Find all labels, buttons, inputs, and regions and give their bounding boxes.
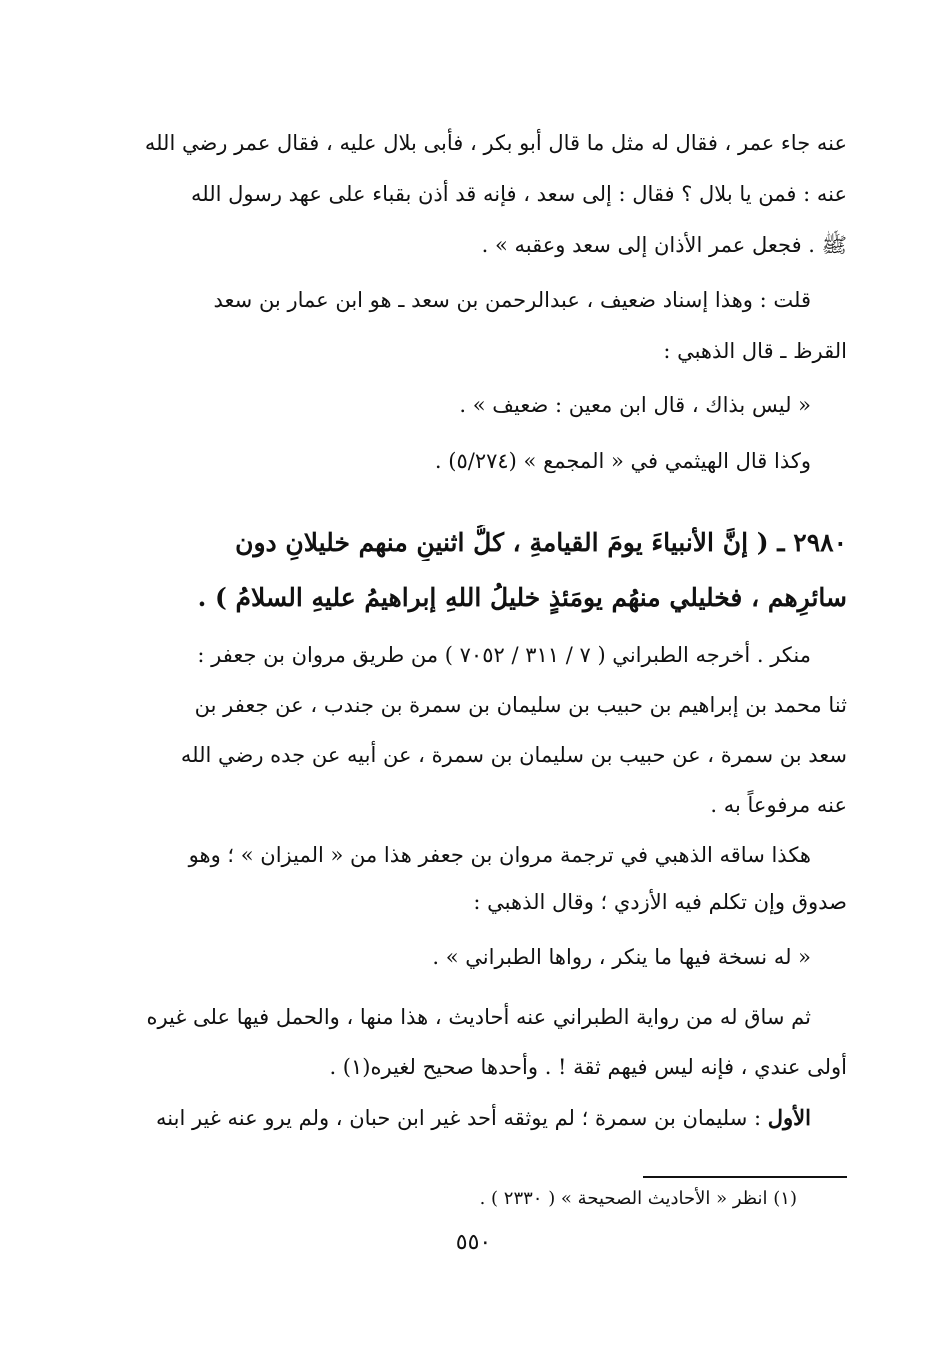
text-line-11: هكذا ساقه الذهبي في ترجمة مروان بن جعفر هذا من « الميزان » ؛ وهو — [188, 843, 811, 867]
quote-line-2: « له نسخة فيها ما ينكر ، رواها الطبراني » . — [432, 945, 811, 969]
page-number: ٥٥٠ — [455, 1230, 492, 1255]
footnote-divider — [643, 1176, 847, 1178]
hadith-heading-line-1: ٢٩٨٠ ـ ( إنَّ الأنبياءَ يومَ القيامةِ ، كلُّ اثنينِ منهم خليلانِ دون — [235, 528, 847, 557]
text-line-1: عنه جاء عمر ، فقال له مثل ما قال أبو بكر ، فأبى بلال عليه ، فقال عمر رضي الله — [144, 131, 847, 155]
text-line-2: عنه : فمن يا بلال ؟ فقال : إلى سعد ، فإنه قد أذن بقباء على عهد رسول الله — [191, 182, 847, 206]
text-line-12: صدوق وإن تكلم فيه الأزدي ؛ وقال الذهبي : — [473, 890, 847, 914]
text-line-8: ثنا محمد بن إبراهيم بن حبيب بن سليمان بن سمرة بن جندب ، عن جعفر بن — [194, 693, 847, 717]
quote-line-1: « ليس بذاك ، قال ابن معين : ضعيف » . — [459, 393, 811, 417]
text-line-7: منكر . أخرجه الطبراني ( ٧ / ٣١١ / ٧٠٥٢ ) من طريق مروان بن جعفر : — [197, 643, 811, 667]
footnote: (١) انظر « الأحاديث الصحيحة » ( ٢٣٣٠ ) . — [479, 1188, 797, 1209]
first-narrator-text: : سليمان بن سمرة ؛ لم يوثقه أحد غير ابن حبان ، ولم يرو عنه غير ابنه — [156, 1106, 762, 1130]
text-line-10: عنه مرفوعاً به . — [710, 793, 847, 817]
text-line-9: سعد بن سمرة ، عن حبيب بن سليمان بن سمرة ، عن أبيه عن جده رضي الله — [180, 743, 847, 767]
text-line-3: ﷺ . فجعل عمر الأذان إلى سعد وعقبه » . — [481, 233, 847, 257]
hadith-heading-line-2: سائرِهم ، فخليلي منهُم يومَئذٍ خليلُ اللهِ إبراهيمُ عليهِ السلامُ ) . — [197, 583, 847, 612]
text-line-4: قلت : وهذا إسناد ضعيف ، عبدالرحمن بن سعد ـ هو ابن عمار بن سعد — [213, 288, 811, 312]
text-line-6: وكذا قال الهيثمي في « المجمع » (٥/٢٧٤) . — [434, 449, 811, 473]
text-line-14: أولى عندي ، فإنه ليس فيهم ثقة ! . وأحدها صحيح لغيره(١) . — [329, 1055, 847, 1079]
text-line-15 — [99, 1103, 811, 1133]
first-narrator-label: الأول — [767, 1105, 811, 1130]
text-line-13: ثم ساق له من رواية الطبراني عنه أحاديث ، هذا منها ، والحمل فيها على غيره — [146, 1005, 811, 1029]
text-line-5: القرظ ـ قال الذهبي : — [663, 339, 847, 363]
